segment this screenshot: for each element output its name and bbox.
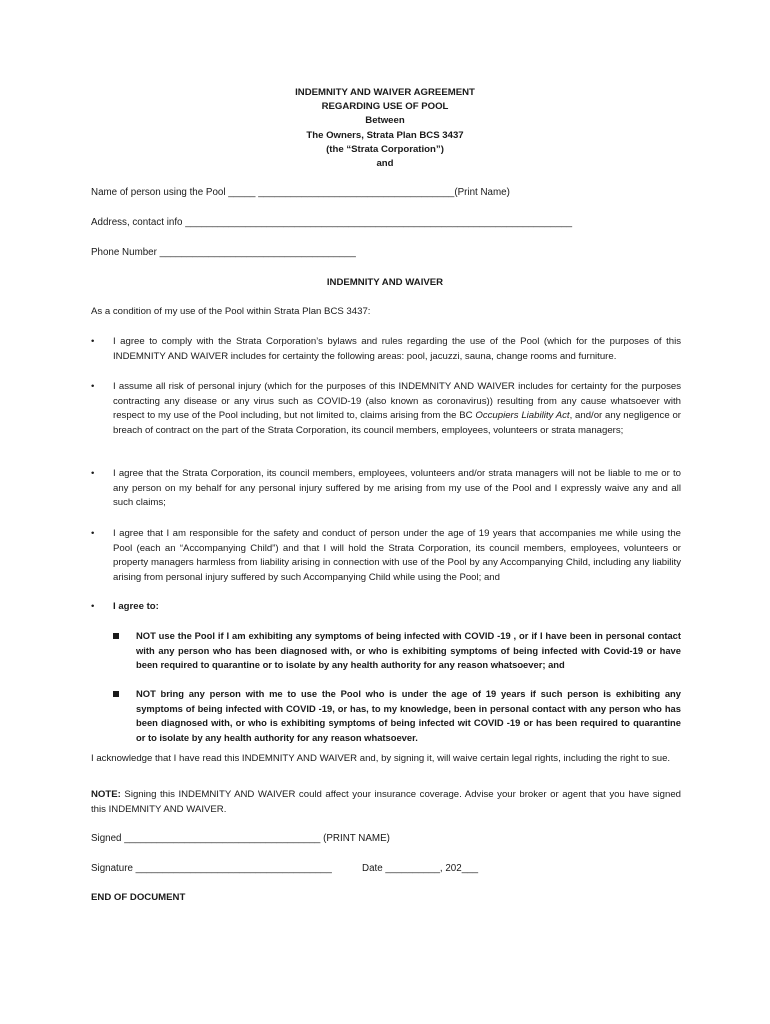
bullet-text-5: I agree to: (113, 601, 159, 612)
bullet-text-4: I agree that I am responsible for the safety and conduct of person under the age of 19 years that accompanies me while using the Pool (each an “Accompanying Child”) and that I will hold the Strata Corporation, its council members, employees, volunteers or property managers harmless from liability arising in connection with use of the Pool by any Accompanying Child, including any liability arising from personal injury suffered by such Accompanying Child while using the Pool; and (113, 528, 681, 583)
bullet-text-2 (113, 380, 681, 438)
title-line-1: INDEMNITY AND WAIVER AGREEMENT (295, 87, 475, 98)
signed-line: Signed ____________________________________ (PRINT NAME) (91, 833, 390, 844)
bullet-text-2-part1: I assume all risk of personal injury (which for the purposes of this INDEMNITY AND WAIVER includes for certainty for the purposes contracting any disease or any virus such as COVID-19 (also known as coronavirus)) resulting from any cause whatsoever with respect to my use of the Pool including, but not limited to, claims arising from the BC (113, 381, 681, 422)
sub-bullet-text-1: NOT use the Pool if I am exhibiting any symptoms of being infected with COVID -19 , or if I have been in personal contact with any person who has been diagnosed with, or who is exhibiting symptoms of being infected with Covid-19 or have been required to quarantine or to isolate by any health authority for any reason whatsoever; and (136, 630, 681, 671)
note-text: Signing this INDEMNITY AND WAIVER could affect your insurance coverage. Advise your broker or agent that you have signed this INDEMNITY AND WAIVER. (91, 789, 681, 815)
document-title-block (0, 86, 770, 171)
title-line-3: Between (365, 115, 405, 127)
square-bullet-icon (113, 691, 119, 697)
signature-line: Signature ____________________________________ (91, 863, 332, 874)
bullet-text-1: I agree to comply with the Strata Corporation’s bylaws and rules regarding the use of the Pool (which for the purposes of this INDEMNITY AND WAIVER includes for certainty the following areas: pool, jacuzzi, sauna, change rooms and furniture. (113, 336, 681, 362)
sub-bullet-text-2: NOT bring any person with me to use the Pool who is under the age of 19 years if such person is exhibiting any symptoms of being infected with COVID -19, or has, to my knowledge, been in personal contact with any person who has been diagnosed with, or who is exhibiting symptoms of being infected wit COVID -19 or has been required to quarantine or to isolate by any health authority for any reason whatsoever. (136, 688, 681, 743)
address-field-line: Address, contact info _______________________________________________________________________ (91, 217, 573, 228)
title-line-4: The Owners, Strata Plan BCS 3437 (306, 129, 464, 141)
date-line: Date __________, 202___ (362, 863, 479, 874)
bullet-dot: • (91, 381, 95, 392)
bullet-dot: • (91, 468, 95, 479)
bullet-dot: • (91, 601, 95, 612)
title-line-2: REGARDING USE OF POOL (321, 101, 449, 113)
title-line-6: and (376, 158, 394, 170)
square-bullet-icon (113, 633, 119, 639)
phone-field-line: Phone Number ____________________________________ (91, 247, 356, 258)
bullet-text-2-part2: , and/or any negligence or breach of contract on the part of the Strata Corporation, its council members, employees, volunteers or strata managers; (113, 410, 681, 436)
end-of-document: END OF DOCUMENT (91, 892, 186, 903)
acknowledgement-text: I acknowledge that I have read this INDEMNITY AND WAIVER and, by signing it, will waive certain legal rights, including the right to sue. (91, 753, 671, 764)
bullet-dot: • (91, 528, 95, 539)
bullet-text-3: I agree that the Strata Corporation, its council members, employees, volunteers and/or strata managers will not be liable to me or to any person on my behalf for any personal injury suffered by me arising from my use of the Pool and I expressly waive any and all such claims; (113, 468, 681, 509)
bullet-dot: • (91, 336, 95, 347)
note-paragraph (91, 788, 681, 817)
section-heading: INDEMNITY AND WAIVER (326, 277, 444, 288)
intro-text: As a condition of my use of the Pool within Strata Plan BCS 3437: (91, 306, 371, 317)
bullet-text-2-italic: Occupiers Liability Act (475, 410, 570, 422)
title-line-5: (the “Strata Corporation”) (326, 143, 444, 155)
name-field-line: Name of person using the Pool _____ ____________________________________(Print Name) (91, 187, 510, 198)
note-label: NOTE: (91, 789, 121, 800)
